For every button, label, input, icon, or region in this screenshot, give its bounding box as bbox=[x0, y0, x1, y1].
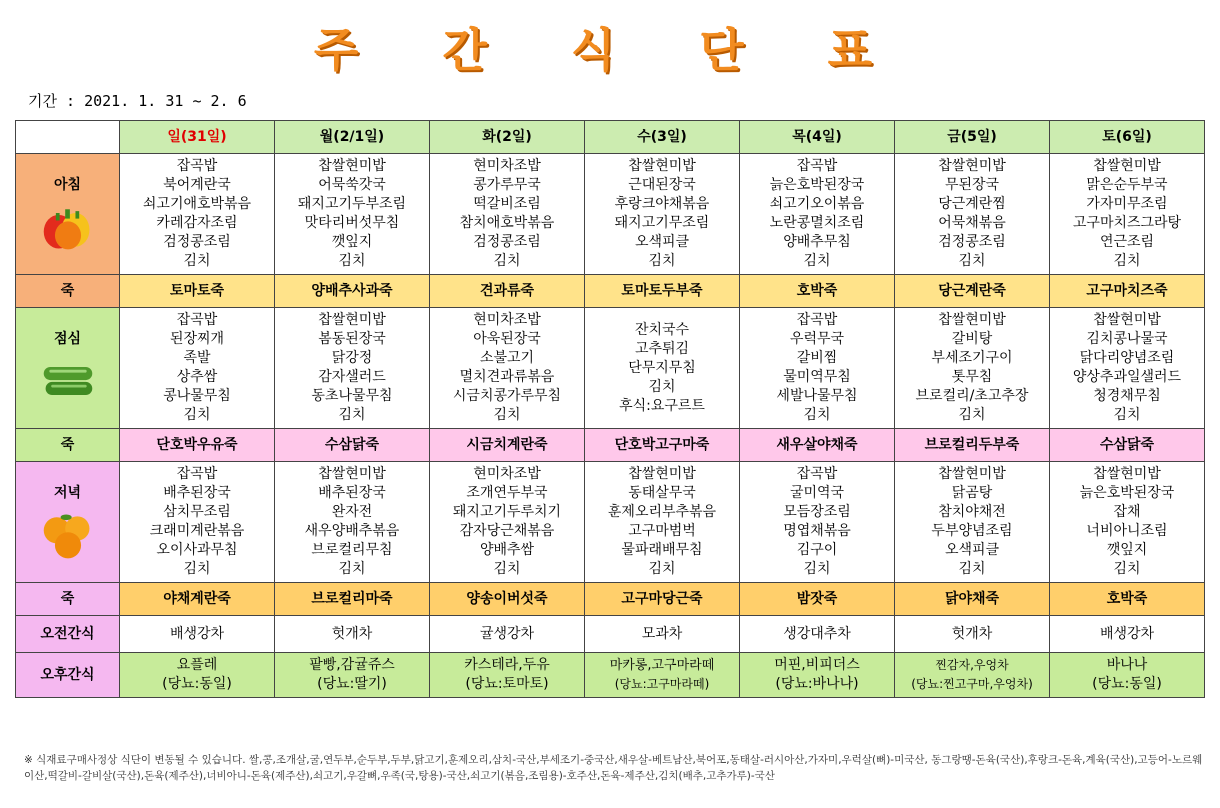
dinner-porridge-cell: 밤잣죽 bbox=[740, 583, 895, 616]
lunch-porridge-cell: 단호박고구마죽 bbox=[585, 429, 740, 462]
dish-item: 감자샐러드 bbox=[318, 369, 386, 385]
dish-item: 물파래배무침 bbox=[621, 542, 703, 558]
cucumber-icon bbox=[40, 355, 96, 407]
dish-item: 쇠고기오이볶음 bbox=[769, 196, 865, 212]
dish-item: 오색피클 bbox=[944, 542, 1000, 558]
dish-item: 김치 bbox=[183, 407, 211, 423]
dish-item: 잡채 bbox=[1113, 504, 1141, 520]
dish-item: 잔치국수 bbox=[634, 321, 690, 338]
am-snack-cell: 모과차 bbox=[585, 616, 740, 653]
dish-item: 잡곡밥 bbox=[176, 312, 218, 328]
dish-item: 갈비탕 bbox=[951, 331, 993, 347]
diabetic-alternative: (당뇨:딸기) bbox=[317, 676, 387, 692]
diabetic-alternative: (당뇨:바나나) bbox=[775, 676, 859, 692]
dish-item: 김치 bbox=[493, 253, 521, 269]
dish-item: 현미차조밥 bbox=[473, 158, 541, 174]
dish-item: 오이사과무침 bbox=[156, 542, 238, 558]
dish-item: 김치 bbox=[648, 561, 676, 577]
dish-item: 삼치무조림 bbox=[163, 504, 231, 520]
snack-item: 머핀,비피더스 bbox=[774, 657, 860, 673]
category-label: 점심 bbox=[53, 330, 82, 347]
dinner-porridge-cell: 양송이버섯죽 bbox=[430, 583, 585, 616]
dish-item: 깻잎지 bbox=[1106, 542, 1148, 558]
dish-item: 청경채무침 bbox=[1093, 388, 1161, 404]
pm-snack-cell bbox=[740, 653, 895, 698]
day-header: 토(6일) bbox=[1050, 121, 1205, 154]
snack-item: 바나나 bbox=[1106, 657, 1148, 673]
am-snack-cell: 배생강차 bbox=[120, 616, 275, 653]
pm-snack-cell bbox=[275, 653, 430, 698]
dish-item: 명엽채볶음 bbox=[783, 523, 851, 539]
day-header: 화(2일) bbox=[430, 121, 585, 154]
dish-item: 닭곰탕 bbox=[951, 485, 993, 501]
lunch-menu-cell bbox=[275, 308, 430, 429]
lunch-menu-cell bbox=[430, 308, 585, 429]
lunch-porridge-cell: 브로컬리두부죽 bbox=[895, 429, 1050, 462]
dish-item: 아욱된장국 bbox=[473, 331, 541, 347]
dish-item: 된장찌개 bbox=[169, 331, 225, 347]
dish-item: 상추쌈 bbox=[176, 369, 218, 385]
diabetic-alternative: (당뇨:동일) bbox=[162, 676, 232, 692]
lunch-menu-cell bbox=[120, 308, 275, 429]
category-porridge: 죽 bbox=[16, 275, 120, 308]
dish-item: 부세조기구이 bbox=[931, 350, 1013, 366]
dish-item: 김치 bbox=[1113, 407, 1141, 423]
dish-item: 연근조림 bbox=[1099, 234, 1155, 250]
dish-item: 동태살무국 bbox=[628, 485, 696, 501]
porridge-cell: 토마토죽 bbox=[120, 275, 275, 308]
dish-item: 단무지무침 bbox=[628, 359, 696, 376]
am-snack-cell: 헛개차 bbox=[895, 616, 1050, 653]
dish-item: 김치 bbox=[338, 561, 366, 577]
dish-item: 톳무침 bbox=[951, 369, 993, 385]
porridge-row bbox=[16, 275, 1205, 308]
dish-item: 쇠고기애호박볶음 bbox=[142, 196, 252, 212]
pm-snack-cell bbox=[120, 653, 275, 698]
dish-item: 떡갈비조림 bbox=[473, 196, 541, 212]
category-am-snack: 오전간식 bbox=[16, 616, 120, 653]
dish-item: 콩가루무국 bbox=[473, 177, 541, 193]
dish-item: 김치 bbox=[1113, 253, 1141, 269]
dinner-porridge-row bbox=[16, 583, 1205, 616]
dish-item: 양상추과일샐러드 bbox=[1072, 369, 1182, 385]
dish-item: 두부양념조림 bbox=[931, 523, 1013, 539]
dish-item: 김치 bbox=[648, 378, 676, 395]
dish-item: 늙은호박된장국 bbox=[1079, 485, 1175, 501]
dish-item: 소불고기 bbox=[479, 350, 535, 366]
lunch-menu-cell bbox=[585, 308, 740, 429]
diabetic-alternative: (당뇨:고구마라떼) bbox=[614, 677, 710, 691]
day-header: 수(3일) bbox=[585, 121, 740, 154]
lunch-porridge-cell: 수삼닭죽 bbox=[275, 429, 430, 462]
corner-cell bbox=[16, 121, 120, 154]
dish-item: 콩나물무침 bbox=[163, 388, 231, 404]
porridge-cell: 당근계란죽 bbox=[895, 275, 1050, 308]
dish-item: 양배추쌈 bbox=[479, 542, 535, 558]
dish-item: 찹쌀현미밥 bbox=[628, 466, 696, 482]
morning-menu-cell bbox=[275, 154, 430, 275]
weekly-menu-table bbox=[15, 120, 1205, 698]
bell-pepper-icon bbox=[40, 201, 96, 253]
dish-item: 참치야채전 bbox=[938, 504, 1006, 520]
dish-item: 닭다리양념조림 bbox=[1079, 350, 1175, 366]
diabetic-alternative: (당뇨:토마토) bbox=[465, 676, 549, 692]
dish-item: 맑은순두부국 bbox=[1086, 177, 1168, 193]
dish-item: 카레감자조림 bbox=[156, 215, 238, 231]
dish-item: 찹쌀현미밥 bbox=[938, 312, 1006, 328]
dish-item: 양배추무침 bbox=[783, 234, 851, 250]
dish-item: 동초나물무침 bbox=[311, 388, 393, 404]
dish-item: 어묵채볶음 bbox=[938, 215, 1006, 231]
porridge-cell: 호박죽 bbox=[740, 275, 895, 308]
dinner-porridge-cell: 호박죽 bbox=[1050, 583, 1205, 616]
dish-item: 김치 bbox=[493, 407, 521, 423]
dish-item: 배추된장국 bbox=[163, 485, 231, 501]
dish-item: 찹쌀현미밥 bbox=[318, 466, 386, 482]
dish-item: 새우양배추볶음 bbox=[304, 523, 400, 539]
dish-item: 근대된장국 bbox=[628, 177, 696, 193]
dish-item: 김치 bbox=[1113, 561, 1141, 577]
am-snack-cell: 헛개차 bbox=[275, 616, 430, 653]
morning-menu-cell bbox=[120, 154, 275, 275]
pm-snack-cell bbox=[1050, 653, 1205, 698]
dish-item: 깻잎지 bbox=[331, 234, 373, 250]
dish-item: 잡곡밥 bbox=[796, 158, 838, 174]
dish-item: 후식:요구르트 bbox=[619, 397, 705, 414]
dish-item: 닭강정 bbox=[331, 350, 373, 366]
dish-item: 무된장국 bbox=[944, 177, 1000, 193]
dish-item: 현미차조밥 bbox=[473, 312, 541, 328]
dish-item: 배추된장국 bbox=[318, 485, 386, 501]
tangerine-icon bbox=[40, 509, 96, 561]
porridge-cell: 고구마치즈죽 bbox=[1050, 275, 1205, 308]
pm-snack-cell bbox=[585, 653, 740, 698]
lunch-menu-cell bbox=[740, 308, 895, 429]
morning-menu-cell bbox=[1050, 154, 1205, 275]
page-title: 주 간 식 단 표 bbox=[313, 23, 907, 77]
dinner-menu-cell bbox=[585, 462, 740, 583]
dish-item: 김치 bbox=[338, 407, 366, 423]
am-snack-cell: 귤생강차 bbox=[430, 616, 585, 653]
dish-item: 크래미계란볶음 bbox=[149, 523, 245, 539]
lunch-menu-cell bbox=[1050, 308, 1205, 429]
dish-item: 찹쌀현미밥 bbox=[1093, 158, 1161, 174]
morning-menu-cell bbox=[430, 154, 585, 275]
dish-item: 당근계란찜 bbox=[938, 196, 1006, 212]
dish-item: 돼지고기두루치기 bbox=[452, 504, 562, 520]
snack-item: 찐감자,우엉차 bbox=[935, 658, 1009, 672]
day-header: 월(2/1일) bbox=[275, 121, 430, 154]
diabetic-alternative: (당뇨:찐고구마,우엉차) bbox=[911, 677, 1033, 691]
dinner-menu-cell bbox=[1050, 462, 1205, 583]
dish-item: 브로컬리무침 bbox=[311, 542, 393, 558]
dinner-menu-cell bbox=[430, 462, 585, 583]
dish-item: 훈제오리부추볶음 bbox=[607, 504, 717, 520]
dish-item: 김치 bbox=[958, 253, 986, 269]
category-lunch-porridge: 죽 bbox=[16, 429, 120, 462]
dish-item: 세발나물무침 bbox=[776, 388, 858, 404]
dinner-menu-cell bbox=[120, 462, 275, 583]
pm-snack-row bbox=[16, 653, 1205, 698]
dish-item: 북어계란국 bbox=[163, 177, 231, 193]
am-snack-row bbox=[16, 616, 1205, 653]
dish-item: 찹쌀현미밥 bbox=[628, 158, 696, 174]
dinner-menu-cell bbox=[740, 462, 895, 583]
dish-item: 잡곡밥 bbox=[176, 466, 218, 482]
dinner-menu-cell bbox=[275, 462, 430, 583]
dish-item: 검정콩조림 bbox=[938, 234, 1006, 250]
period-label: 기간 : 2021. 1. 31 ~ 2. 6 bbox=[28, 92, 247, 110]
category-morning bbox=[16, 154, 120, 275]
ingredient-origin-notice: ※ 식재료구매사정상 식단이 변동될 수 있습니다. 쌀,콩,조개살,굴,연두부,순두부,두부,닭고기,훈제오리,삼치-국산,부세조기-중국산,새우살-베트남산,북어포,동태살-러시아산,가자미,우럭살(뼈)-미국산, 동그랑땡-돈육(국산),후랑크-돈육,계육(국산),고등어-노르웨이산,떡갈비-갈비살(국산),돈육(제주산),너비아니-돈육(제주산),쇠고기,우갈뼈,우족(국,탕용)-국산,쇠고기(볶음,조림용)-호주산,돈육-제주산,김치(배추,고추가루)-국산 bbox=[24, 754, 1203, 782]
lunch-porridge-cell: 시금치계란죽 bbox=[430, 429, 585, 462]
dish-item: 김구이 bbox=[796, 542, 838, 558]
dish-item: 잡곡밥 bbox=[176, 158, 218, 174]
dinner-porridge-cell: 고구마당근죽 bbox=[585, 583, 740, 616]
dish-item: 김치 bbox=[803, 407, 831, 423]
dish-item: 봄동된장국 bbox=[318, 331, 386, 347]
dish-item: 모듬장조림 bbox=[783, 504, 851, 520]
dish-item: 잡곡밥 bbox=[796, 466, 838, 482]
morning-menu-cell bbox=[740, 154, 895, 275]
lunch-porridge-cell: 새우살야채죽 bbox=[740, 429, 895, 462]
dish-item: 고구마치즈그라탕 bbox=[1072, 215, 1182, 231]
dinner-menu-cell bbox=[895, 462, 1050, 583]
dish-item: 후랑크야채볶음 bbox=[614, 196, 710, 212]
snack-item: 마카롱,고구마라떼 bbox=[609, 658, 715, 673]
morning-menu-cell bbox=[895, 154, 1050, 275]
dish-item: 김치 bbox=[183, 253, 211, 269]
dish-item: 갈비찜 bbox=[796, 350, 838, 366]
dish-item: 조개연두부국 bbox=[466, 485, 548, 501]
category-label: 아침 bbox=[53, 176, 82, 193]
dish-item: 어묵쑥갓국 bbox=[318, 177, 386, 193]
dish-item: 돼지고기무조림 bbox=[614, 215, 710, 231]
dish-item: 족발 bbox=[183, 350, 211, 366]
am-snack-cell: 생강대추차 bbox=[740, 616, 895, 653]
lunch-row bbox=[16, 308, 1205, 429]
dish-item: 맛타리버섯무침 bbox=[304, 215, 400, 231]
category-label: 저녁 bbox=[53, 484, 82, 501]
am-snack-cell: 배생강차 bbox=[1050, 616, 1205, 653]
dish-item: 검정콩조림 bbox=[163, 234, 231, 250]
porridge-cell: 토마토두부죽 bbox=[585, 275, 740, 308]
dish-item: 감자당근채볶음 bbox=[459, 523, 555, 539]
snack-item: 팥빵,감귤쥬스 bbox=[309, 657, 395, 673]
porridge-cell: 양배추사과죽 bbox=[275, 275, 430, 308]
dish-item: 멸치견과류볶음 bbox=[459, 369, 555, 385]
dish-item: 김치 bbox=[958, 561, 986, 577]
day-header: 목(4일) bbox=[740, 121, 895, 154]
category-lunch bbox=[16, 308, 120, 429]
dish-item: 김치 bbox=[803, 253, 831, 269]
dish-item: 김치 bbox=[958, 407, 986, 423]
category-dinner-porridge: 죽 bbox=[16, 583, 120, 616]
snack-item: 카스테라,두유 bbox=[464, 657, 550, 673]
dish-item: 굴미역국 bbox=[789, 485, 845, 501]
dish-item: 김치 bbox=[493, 561, 521, 577]
dish-item: 찹쌀현미밥 bbox=[318, 312, 386, 328]
dinner-porridge-cell: 브로컬리마죽 bbox=[275, 583, 430, 616]
dish-item: 너비아니조림 bbox=[1086, 523, 1168, 539]
pm-snack-cell bbox=[430, 653, 585, 698]
dish-item: 돼지고기두부조림 bbox=[297, 196, 407, 212]
dish-item: 찹쌀현미밥 bbox=[1093, 312, 1161, 328]
dinner-porridge-cell: 야채계란죽 bbox=[120, 583, 275, 616]
day-header: 일(31일) bbox=[120, 121, 275, 154]
dish-item: 가자미무조림 bbox=[1086, 196, 1168, 212]
dish-item: 찹쌀현미밥 bbox=[938, 466, 1006, 482]
dish-item: 찹쌀현미밥 bbox=[318, 158, 386, 174]
day-header-row bbox=[16, 121, 1205, 154]
snack-item: 요플레 bbox=[176, 657, 218, 673]
diabetic-alternative: (당뇨:동일) bbox=[1092, 676, 1162, 692]
category-dinner bbox=[16, 462, 120, 583]
dish-item: 완자전 bbox=[331, 504, 373, 520]
dish-item: 현미차조밥 bbox=[473, 466, 541, 482]
dinner-porridge-cell: 닭야채죽 bbox=[895, 583, 1050, 616]
dish-item: 찹쌀현미밥 bbox=[938, 158, 1006, 174]
lunch-menu-cell bbox=[895, 308, 1050, 429]
dish-item: 고추튀김 bbox=[634, 340, 690, 357]
lunch-porridge-cell: 단호박우유죽 bbox=[120, 429, 275, 462]
dish-item: 브로컬리/초고추장 bbox=[915, 388, 1029, 404]
dish-item: 늙은호박된장국 bbox=[769, 177, 865, 193]
dish-item: 잡곡밥 bbox=[796, 312, 838, 328]
dish-item: 김치콩나물국 bbox=[1086, 331, 1168, 347]
day-header: 금(5일) bbox=[895, 121, 1050, 154]
pm-snack-cell bbox=[895, 653, 1050, 698]
dish-item: 찹쌀현미밥 bbox=[1093, 466, 1161, 482]
morning-row bbox=[16, 154, 1205, 275]
lunch-porridge-cell: 수삼닭죽 bbox=[1050, 429, 1205, 462]
dish-item: 김치 bbox=[338, 253, 366, 269]
dish-item: 김치 bbox=[648, 253, 676, 269]
porridge-cell: 견과류죽 bbox=[430, 275, 585, 308]
dish-item: 고구마범벅 bbox=[628, 523, 696, 539]
dish-item: 김치 bbox=[803, 561, 831, 577]
dinner-row bbox=[16, 462, 1205, 583]
dish-item: 참치애호박볶음 bbox=[459, 215, 555, 231]
dish-item: 우럭무국 bbox=[789, 331, 845, 347]
category-pm-snack: 오후간식 bbox=[16, 653, 120, 698]
dish-item: 노란콩멸치조림 bbox=[769, 215, 865, 231]
dish-item: 김치 bbox=[183, 561, 211, 577]
morning-menu-cell bbox=[585, 154, 740, 275]
dish-item: 시금치콩가루무침 bbox=[452, 388, 562, 404]
dish-item: 물미역무침 bbox=[783, 369, 851, 385]
lunch-porridge-row bbox=[16, 429, 1205, 462]
dish-item: 검정콩조림 bbox=[473, 234, 541, 250]
dish-item: 오색피클 bbox=[634, 234, 690, 250]
